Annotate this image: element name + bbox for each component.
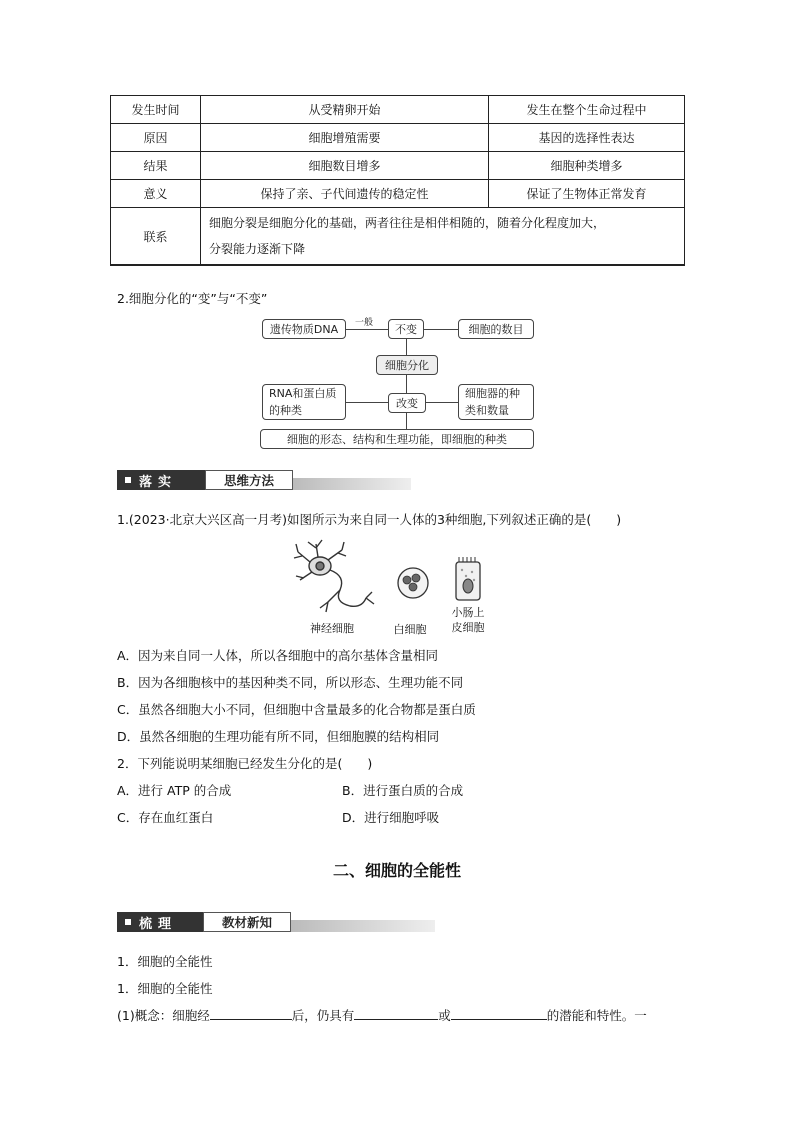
concept-part: (1)概念：细胞经 (117, 1008, 210, 1023)
subheading: 1．细胞的全能性 (117, 981, 213, 996)
row-label: 联系 (111, 208, 201, 266)
arrow-line (346, 329, 388, 330)
changed-box: 改变 (388, 393, 426, 413)
square-icon (125, 919, 131, 925)
option-c: C．虽然各细胞大小不同，但细胞中含量最多的化合物都是蛋白质 (117, 702, 476, 717)
connector-line (406, 413, 407, 429)
organelle-line-1: 细胞器的种 (465, 387, 520, 400)
intestine-label-line-2: 皮细胞 (451, 621, 485, 634)
division-cell: 从受精卵开始 (201, 96, 489, 124)
table-row (111, 180, 685, 208)
white-blood-cell-image (396, 566, 430, 600)
arrow-line (346, 402, 388, 403)
banner-dark-text: 梳理 (139, 916, 178, 932)
option-a: A．进行 ATP 的合成 (117, 783, 232, 798)
row-label: 结果 (111, 152, 201, 180)
concept-part: 后，仍具有 (291, 1008, 355, 1023)
banner-dark (117, 912, 203, 932)
section-title: 2.细胞分化的“变”与“不变” (117, 291, 268, 306)
differentiation-box: 细胞分化 (376, 355, 438, 375)
general-label: 一般 (355, 318, 374, 328)
unchanged-box: 不变 (388, 319, 424, 339)
cell-count-box: 细胞的数目 (458, 319, 534, 339)
differentiation-cell: 细胞种类增多 (489, 152, 685, 180)
table-row (111, 152, 685, 180)
differentiation-cell: 基因的选择性表达 (489, 124, 685, 152)
blank-2 (354, 1008, 438, 1020)
row-label: 意义 (111, 180, 201, 208)
organelle-box (458, 384, 534, 420)
rna-protein-line-1: RNA和蛋白质 (269, 387, 337, 400)
link-line-2: 分裂能力逐渐下降 (209, 242, 306, 256)
differentiation-cell: 发生在整个生命过程中 (489, 96, 685, 124)
concept-line (117, 1006, 647, 1024)
organelle-line-2: 类和数量 (465, 404, 509, 417)
blank-1 (210, 1008, 292, 1020)
rna-protein-line-2: 的种类 (269, 404, 302, 417)
section-banner (117, 470, 411, 490)
question-1-stem: 1.(2023·北京大兴区高一月考)如图所示为来自同一人体的3种细胞,下列叙述正确的是( ) (117, 512, 622, 527)
banner-light: 思维方法 (205, 470, 293, 490)
cell-type-box: 细胞的形态、结构和生理功能，即细胞的种类 (260, 429, 534, 449)
link-cell (201, 208, 685, 266)
intestine-label-line-1: 小肠上 (451, 606, 485, 619)
intestinal-cell-image (452, 556, 484, 602)
neuron-label: 神经细胞 (310, 622, 354, 635)
section-heading: 二、细胞的全能性 (332, 861, 461, 880)
link-line-1: 细胞分裂是细胞分化的基础，两者往往是相伴相随的，随着分化程度加大， (209, 216, 606, 230)
banner-light: 教材新知 (203, 912, 291, 932)
option-d: D．进行细胞呼吸 (342, 810, 440, 825)
neuron-image (290, 538, 376, 618)
connector-line (406, 375, 407, 393)
question-2-stem: 2．下列能说明某细胞已经发生分化的是( ) (117, 756, 373, 771)
arrow-line (424, 329, 458, 330)
dna-box: 遗传物质DNA (262, 319, 346, 339)
option-a: A．因为来自同一人体，所以各细胞中的高尔基体含量相同 (117, 648, 439, 663)
comparison-table (110, 95, 685, 266)
table-row (111, 124, 685, 152)
row-label: 原因 (111, 124, 201, 152)
connector-line (406, 339, 407, 355)
row-label: 发生时间 (111, 96, 201, 124)
banner-dark-text: 落实 (139, 474, 178, 490)
division-cell: 保持了亲、子代间遗传的稳定性 (201, 180, 489, 208)
square-icon (125, 477, 131, 483)
banner-fade (291, 920, 435, 932)
wbc-label: 白细胞 (393, 623, 427, 636)
option-b: B．因为各细胞核中的基因种类不同，所以形态、生理功能不同 (117, 675, 464, 690)
table-row (111, 208, 685, 266)
section-banner (117, 912, 435, 932)
banner-fade (293, 478, 411, 490)
option-c: C．存在血红蛋白 (117, 810, 214, 825)
table-row (111, 96, 685, 124)
concept-part: 或 (438, 1008, 451, 1023)
intestine-label (442, 605, 494, 635)
banner-dark (117, 470, 205, 490)
concept-part: 的潜能和特性。一 (546, 1008, 647, 1023)
rna-protein-box (262, 384, 346, 420)
subheading: 1．细胞的全能性 (117, 954, 213, 969)
differentiation-cell: 保证了生物体正常发育 (489, 180, 685, 208)
division-cell: 细胞增殖需要 (201, 124, 489, 152)
division-cell: 细胞数目增多 (201, 152, 489, 180)
arrow-line (426, 402, 458, 403)
blank-3 (451, 1008, 547, 1020)
option-b: B．进行蛋白质的合成 (342, 783, 464, 798)
option-d: D．虽然各细胞的生理功能有所不同，但细胞膜的结构相同 (117, 729, 440, 744)
